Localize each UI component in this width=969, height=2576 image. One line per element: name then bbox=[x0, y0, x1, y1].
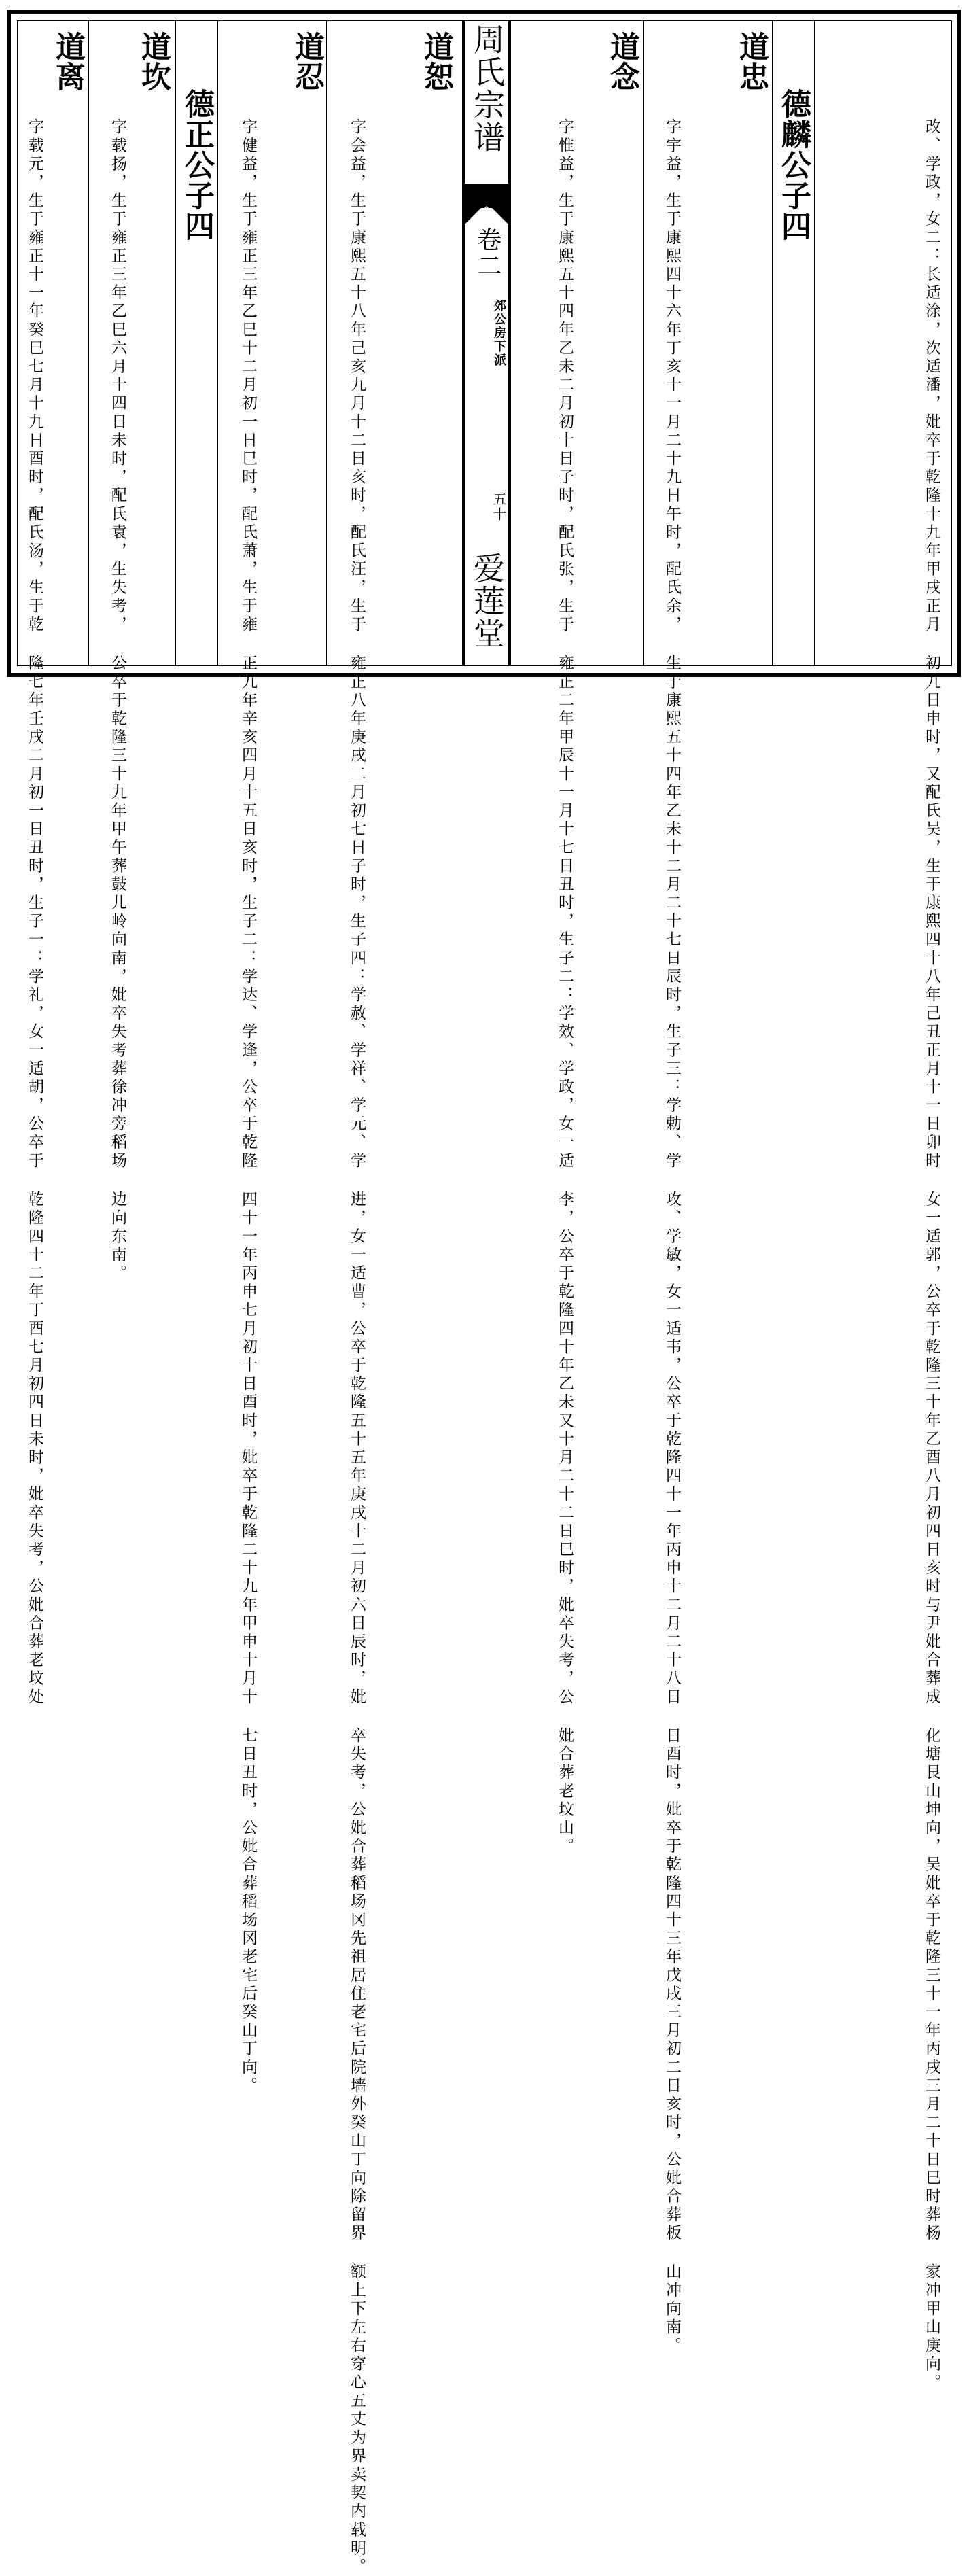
text-line: 卒失考，公妣合葬稻场冈先祖居住老宅后院墙外癸山丁向除留界 bbox=[348, 1726, 366, 2243]
text-line: 李，公卒于乾隆四十年乙未又十月二十二日巳时，妣卒失考，公 bbox=[556, 1190, 574, 1707]
entry-name: 道离 bbox=[50, 31, 85, 91]
text-line: 生于康熙五十四年乙未十二月二十七日辰时，生子三：学勅、学 bbox=[663, 654, 681, 1170]
entry-text bbox=[662, 118, 682, 2355]
entry-name: 道恕 bbox=[419, 31, 453, 91]
text-line: 妣合葬老坟山。 bbox=[556, 1726, 574, 1856]
text-line: 初九日申时，又配氏吴，生于康熙四十八年己丑正月十一日卯时 bbox=[923, 654, 940, 1170]
divider bbox=[814, 20, 815, 666]
entry-text bbox=[107, 118, 128, 1283]
entry-name: 道忍 bbox=[289, 31, 324, 91]
entry-text bbox=[554, 118, 575, 1856]
divider bbox=[217, 20, 218, 666]
section-title: 德正公子四 bbox=[179, 88, 214, 241]
text-line: 四十一年丙申七月初十日酉时，妣卒于乾隆二十九年甲申十月十 bbox=[239, 1190, 257, 1707]
branch-label: 郊公房下派 bbox=[492, 299, 506, 367]
divider bbox=[772, 20, 773, 666]
divider bbox=[88, 20, 89, 666]
entry-text bbox=[24, 118, 45, 1707]
text-line: 字健益，生于雍正三年乙巳十二月初一日巳时，配氏萧，生于雍 bbox=[239, 118, 257, 634]
text-line: 日酉时，妣卒于乾隆四十三年戊戌三月初二日亥时，公妣合葬板 bbox=[663, 1726, 681, 2243]
text-line: 正九年辛亥四月十五日亥时，生子二：学达、学逢，公卒于乾隆 bbox=[239, 654, 257, 1170]
text-line: 额上下左右穿心五丈为界卖契内载明。 bbox=[348, 2263, 366, 2576]
divider bbox=[175, 20, 176, 666]
text-line: 雍正二年甲辰十一月十七日丑时，生子二：学效、学政，女一适 bbox=[556, 654, 574, 1170]
text-line: 字会益，生于康熙五十八年己亥九月十二日亥时，配氏汪，生于 bbox=[348, 118, 366, 634]
text-line: 家冲甲山庚向。 bbox=[923, 2263, 940, 2392]
fishtail-mark-icon bbox=[465, 197, 508, 224]
text-line: 女一适郭，公卒于乾隆三十年乙酉八月初四日亥时与尹妣合葬成 bbox=[923, 1190, 940, 1707]
entry-name: 道忠 bbox=[734, 31, 769, 91]
text-line: 字宇益，生于康熙四十六年丁亥十一月二十九日午时，配氏余， bbox=[663, 118, 681, 634]
spine-divider-right bbox=[508, 20, 511, 666]
text-line: 进，女一适曹，公卒于乾隆五十五年庚戌十二月初六日辰时，妣 bbox=[348, 1190, 366, 1707]
entry-name: 道念 bbox=[605, 31, 639, 91]
entry-text bbox=[347, 118, 367, 2576]
text-line: 山冲向南。 bbox=[663, 2263, 681, 2356]
book-title: 周氏宗谱 bbox=[469, 23, 506, 154]
continuation-text bbox=[833, 118, 942, 2392]
text-line: 改、学政，女二：长适涂，次适潘，妣卒于乾隆十九年甲戌正月 bbox=[923, 118, 940, 634]
divider bbox=[326, 20, 327, 666]
divider bbox=[643, 20, 644, 666]
section-title: 德麟公子四 bbox=[776, 88, 811, 241]
text-line: 雍正八年庚戌二月初七日子时，生子四：学赦、学祥、学元、学 bbox=[348, 654, 366, 1170]
text-line: 字惟益，生于康熙五十四年乙未二月初十日子时，配氏张，生于 bbox=[556, 118, 574, 634]
page-number: 五十 bbox=[491, 492, 507, 522]
entry-name: 道坎 bbox=[136, 31, 171, 91]
text-line: 乾隆四十二年丁酉七月初四日未时，妣卒失考，公妣合葬老坟处 bbox=[26, 1190, 43, 1707]
text-line: 字载扬，生于雍正三年乙巳六月十四日未时，配氏袁，生失考， bbox=[109, 118, 126, 634]
text-line: 隆七年壬戌二月初一日丑时，生子一：学礼，女一适胡，公卒于 bbox=[26, 654, 43, 1170]
text-line: 攻、学敏，女一适韦，公卒于乾隆四十一年丙申十二月二十八日 bbox=[663, 1190, 681, 1707]
text-line: 七日丑时，公妣合葬稻场冈老宅后癸山丁向。 bbox=[239, 1726, 257, 2095]
volume-label: 卷二 bbox=[474, 227, 501, 279]
entry-text bbox=[238, 118, 258, 2095]
spine-divider-left bbox=[462, 20, 465, 666]
text-line: 化塘艮山坤向，吴妣卒于乾隆三十一年丙戌三月二十日巳时葬杨 bbox=[923, 1726, 940, 2243]
text-line: 边向东南。 bbox=[109, 1190, 126, 1283]
text-line: 公卒于乾隆三十九年甲午葬鼓儿岭向南，妣卒失考葬徐冲旁稻场 bbox=[109, 654, 126, 1170]
text-line: 字载元，生于雍正十一年癸巳七月十九日酉时，配氏汤，生于乾 bbox=[26, 118, 43, 634]
hall-name: 爱莲堂 bbox=[469, 552, 506, 650]
